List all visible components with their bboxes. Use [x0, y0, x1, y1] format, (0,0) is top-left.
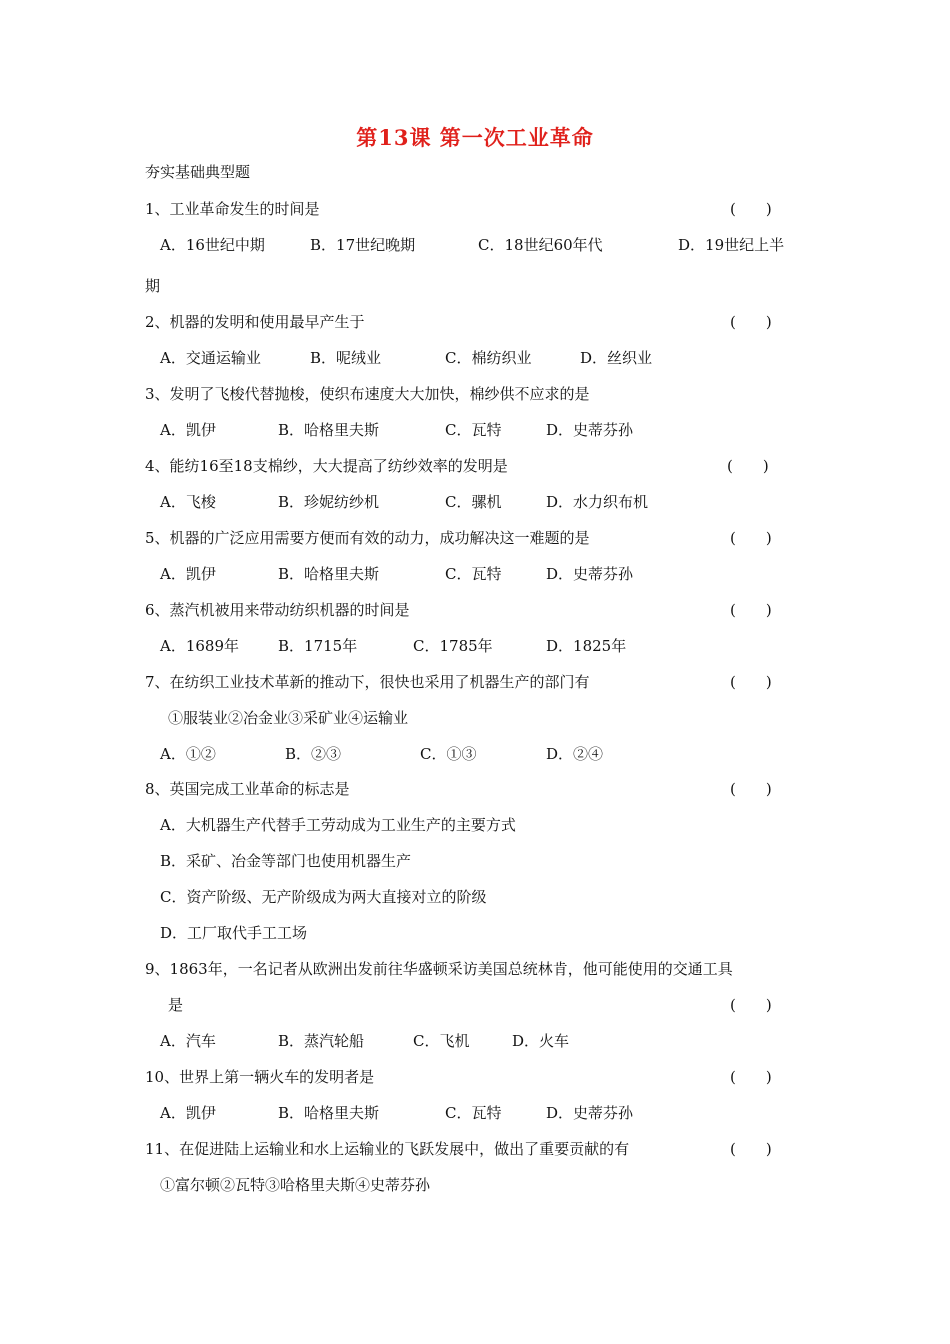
question-2-stem: 2、机器的发明和使用最早产生于 [145, 313, 365, 331]
question-7-option-b: B．②③ [285, 745, 342, 763]
question-3-option-c: C．瓦特 [445, 421, 502, 439]
question-7-option-a: A．①② [160, 745, 216, 763]
question-5-stem: 5、机器的广泛应用需要方便而有效的动力，成功解决这一难题的是 [145, 529, 590, 547]
question-2-option-c: C．棉纺织业 [445, 349, 532, 367]
question-1-stem: 1、工业革命发生的时间是 [145, 200, 320, 218]
question-3-option-b: B．哈格里夫斯 [278, 421, 380, 439]
question-8-option-c: C．资产阶级、无产阶级成为两大直接对立的阶级 [160, 888, 487, 906]
question-11-answer-blank: ( ) [730, 1140, 772, 1158]
question-1-option-b: B．17世纪晚期 [310, 236, 416, 254]
question-9-option-a: A．汽车 [160, 1032, 216, 1050]
question-1-option-d: D．19世纪上半 [678, 236, 785, 254]
question-3-stem: 3、发明了飞梭代替抛梭，使织布速度大大加快，棉纱供不应求的是 [145, 385, 590, 403]
question-1-option-a: A．16世纪中期 [160, 236, 265, 254]
question-5-option-a: A．凯伊 [160, 565, 216, 583]
question-10-option-b: B．哈格里夫斯 [278, 1104, 380, 1122]
question-5-option-b: B．哈格里夫斯 [278, 565, 380, 583]
question-9-stem: 9、1863年，一名记者从欧洲出发前往华盛顿采访美国总统林肯，他可能使用的交通工具 [145, 960, 733, 978]
question-7-items: ①服装业②冶金业③采矿业④运输业 [168, 709, 409, 727]
question-7-answer-blank: ( ) [730, 673, 772, 691]
question-2-option-d: D．丝织业 [580, 349, 653, 367]
section-heading: 夯实基础典型题 [145, 163, 251, 181]
question-1-option-c: C．18世纪60年代 [478, 236, 603, 254]
question-8-option-b: B．采矿、冶金等部门也使用机器生产 [160, 852, 412, 870]
question-4-option-c: C．骡机 [445, 493, 502, 511]
question-2-option-b: B．呢绒业 [310, 349, 382, 367]
question-4-option-b: B．珍妮纺纱机 [278, 493, 380, 511]
question-1-answer-blank: ( ) [730, 200, 772, 218]
question-4-option-a: A．飞梭 [160, 493, 216, 511]
question-7-stem: 7、在纺织工业技术革新的推动下，很快也采用了机器生产的部门有 [145, 673, 590, 691]
question-8-answer-blank: ( ) [730, 780, 772, 798]
question-4-answer-blank: ( ) [727, 457, 769, 475]
question-10-answer-blank: ( ) [730, 1068, 772, 1086]
question-6-option-d: D．1825年 [546, 637, 627, 655]
question-9-option-b: B．蒸汽轮船 [278, 1032, 365, 1050]
question-9-option-c: C．飞机 [413, 1032, 470, 1050]
question-10-option-c: C．瓦特 [445, 1104, 502, 1122]
question-1-option-d-wrap: 期 [145, 277, 161, 295]
question-3-option-a: A．凯伊 [160, 421, 216, 439]
question-9-stem-wrap: 是 [168, 996, 184, 1014]
question-3-option-d: D．史蒂芬孙 [546, 421, 634, 439]
page-title: 第13课 第一次工业革命 [356, 125, 594, 150]
question-7-option-c: C．①③ [420, 745, 477, 763]
question-2-answer-blank: ( ) [730, 313, 772, 331]
question-8-option-d: D．工厂取代手工工场 [160, 924, 308, 942]
question-8-option-a: A．大机器生产代替手工劳动成为工业生产的主要方式 [160, 816, 516, 834]
question-6-option-c: C．1785年 [413, 637, 493, 655]
question-11-items: ①富尔顿②瓦特③哈格里夫斯④史蒂芬孙 [160, 1176, 431, 1194]
question-5-answer-blank: ( ) [730, 529, 772, 547]
question-8-stem: 8、英国完成工业革命的标志是 [145, 780, 350, 798]
question-9-option-d: D．火车 [512, 1032, 570, 1050]
question-4-option-d: D．水力织布机 [546, 493, 649, 511]
question-7-option-d: D．②④ [546, 745, 604, 763]
question-10-option-a: A．凯伊 [160, 1104, 216, 1122]
question-11-stem: 11、在促进陆上运输业和水上运输业的飞跃发展中，做出了重要贡献的有 [145, 1140, 630, 1158]
question-2-option-a: A．交通运输业 [160, 349, 261, 367]
question-6-option-a: A．1689年 [160, 637, 240, 655]
question-4-stem: 4、能纺16至18支棉纱，大大提高了纺纱效率的发明是 [145, 457, 508, 475]
question-5-option-d: D．史蒂芬孙 [546, 565, 634, 583]
question-9-answer-blank: ( ) [730, 996, 772, 1014]
question-6-option-b: B．1715年 [278, 637, 358, 655]
question-10-option-d: D．史蒂芬孙 [546, 1104, 634, 1122]
question-6-answer-blank: ( ) [730, 601, 772, 619]
question-10-stem: 10、世界上第一辆火车的发明者是 [145, 1068, 375, 1086]
question-5-option-c: C．瓦特 [445, 565, 502, 583]
question-6-stem: 6、蒸汽机被用来带动纺织机器的时间是 [145, 601, 410, 619]
